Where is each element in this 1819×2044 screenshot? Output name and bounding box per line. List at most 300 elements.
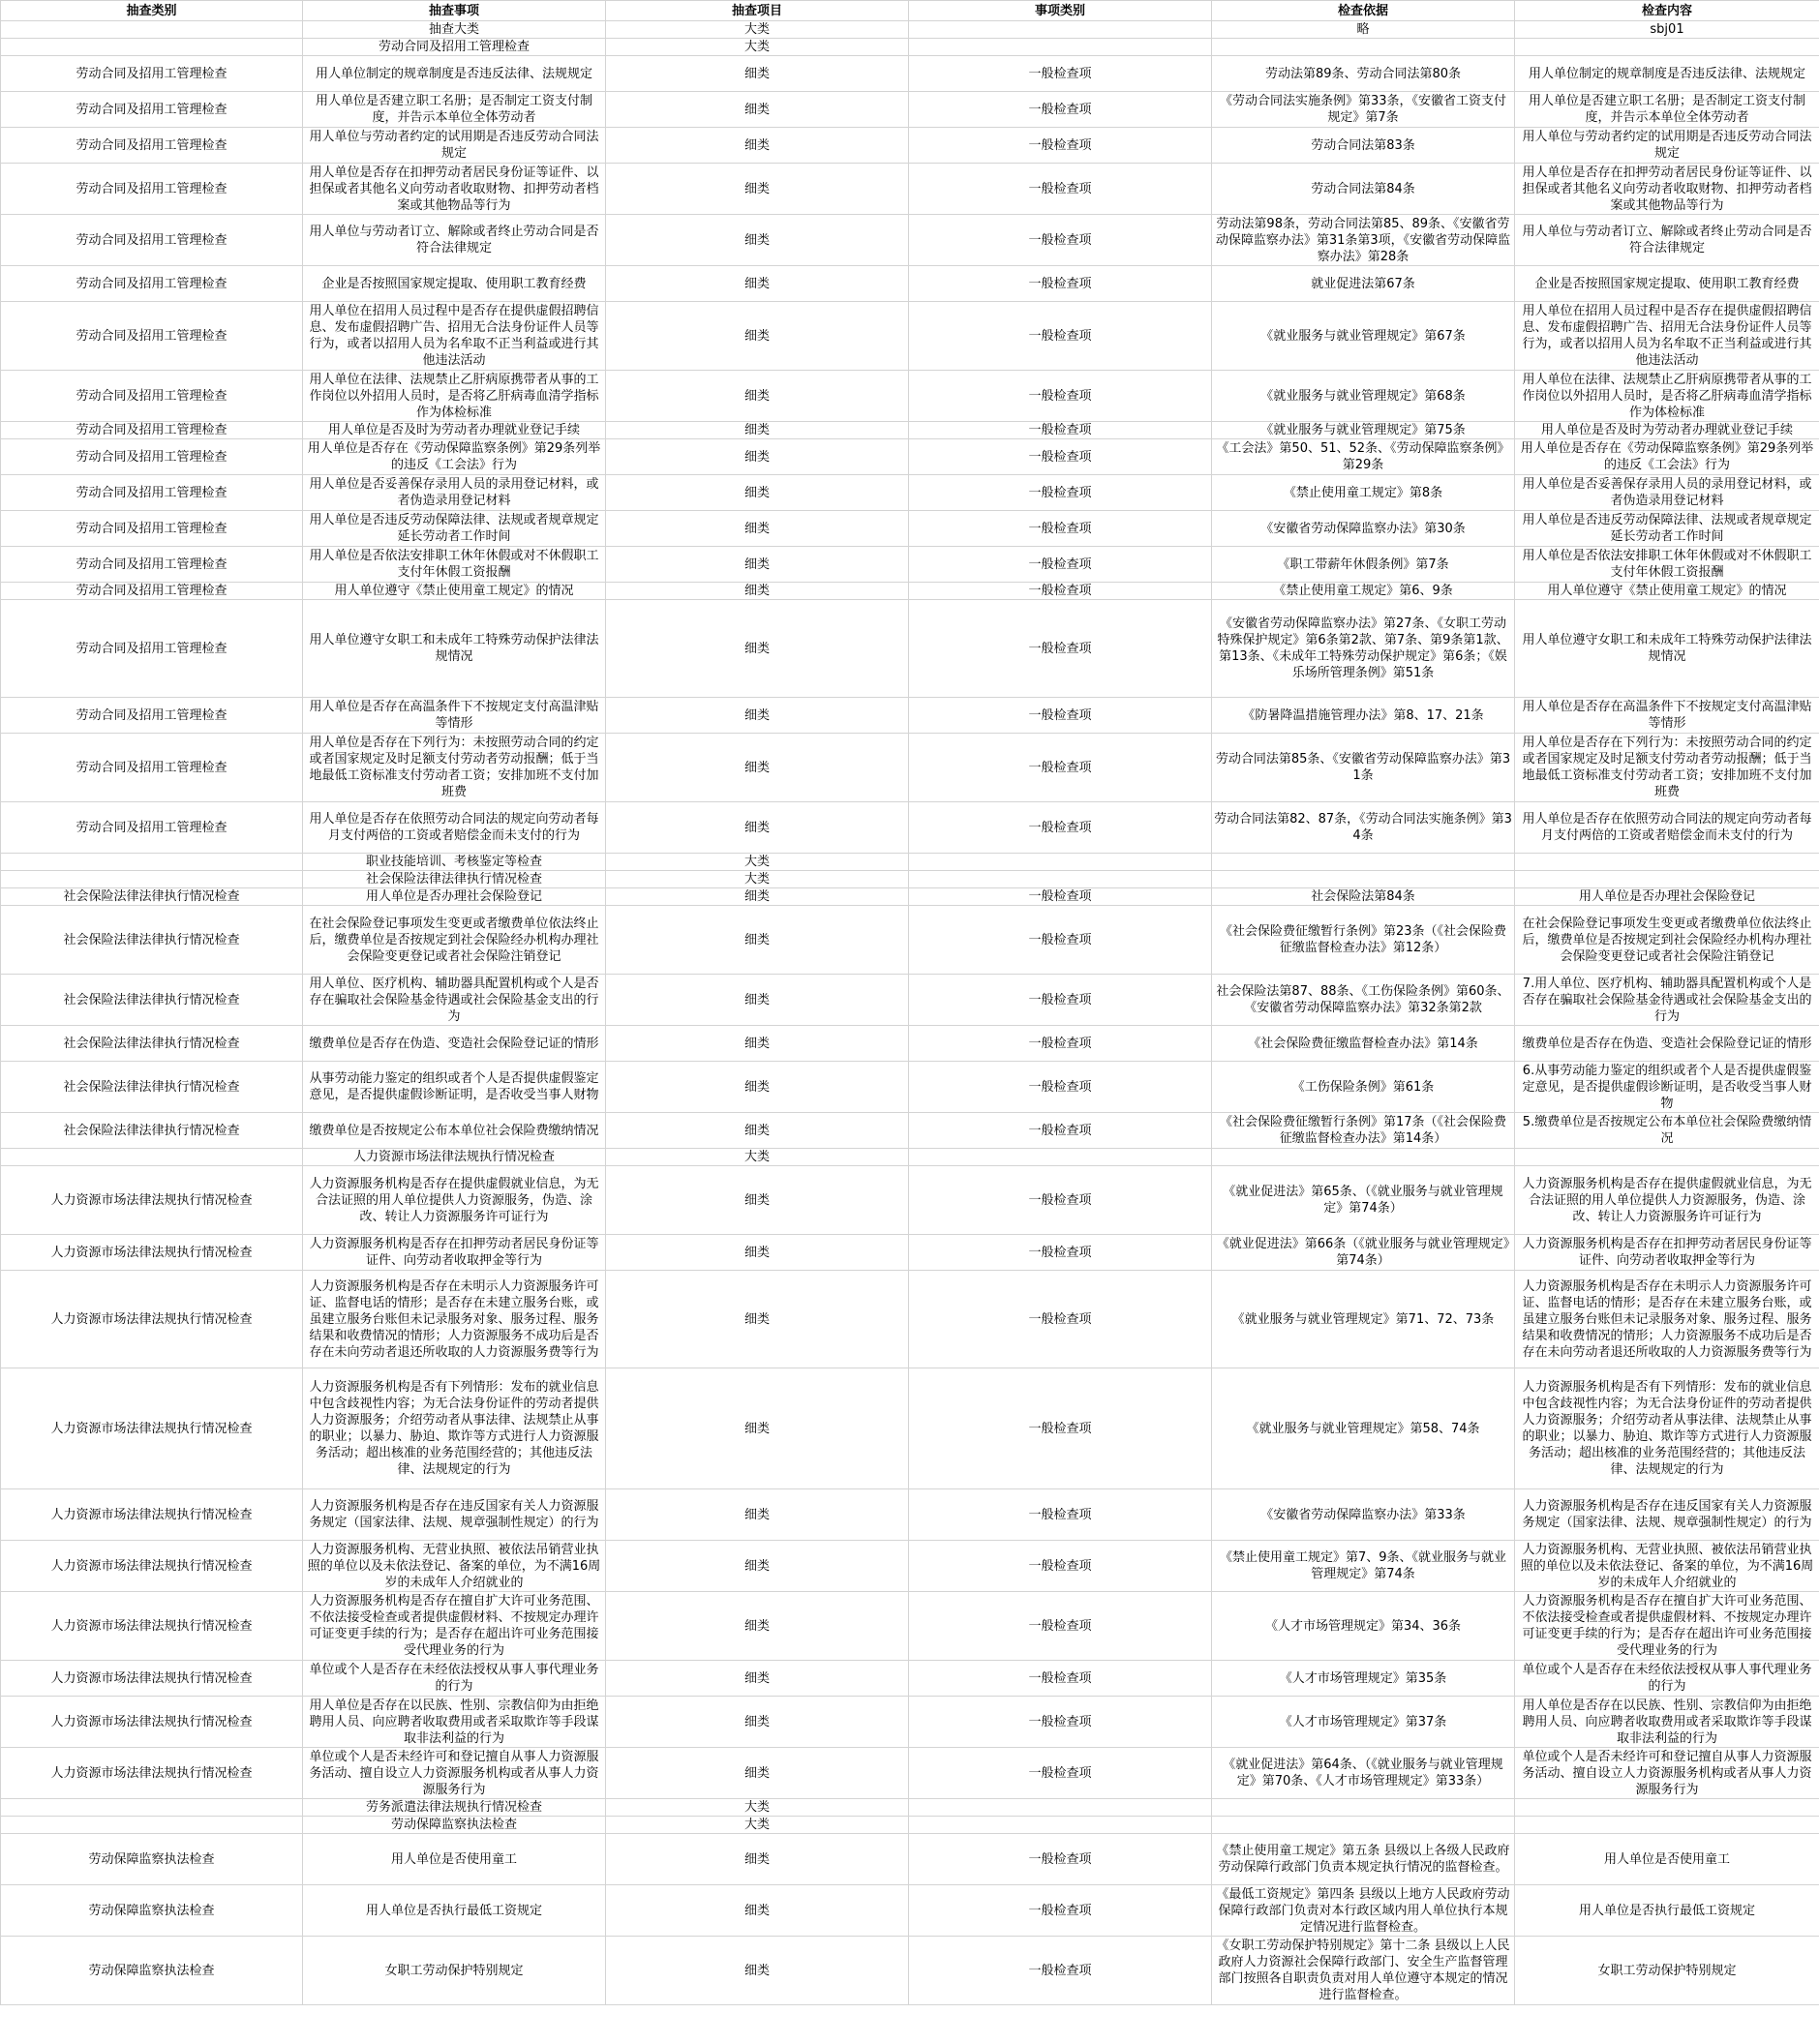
table-cell: 《工会法》第50、51、52条、《劳动保障监察条例》第29条 [1212,439,1515,475]
table-cell [1212,39,1515,56]
table-cell: 劳动合同及招用工管理检查 [1,511,303,547]
table-cell: 劳动保障监察执法检查 [1,1834,303,1885]
table-cell: 用人单位与劳动者约定的试用期是否违反劳动合同法规定 [1515,128,1819,164]
table-cell: 缴费单位是否按规定公布本单位社会保险费缴纳情况 [303,1113,606,1149]
table-cell: 社会保险法第87、88条、《工伤保险条例》第60条、《安徽省劳动保障监察办法》第32条第2款 [1212,975,1515,1026]
table-cell: 细类 [606,1661,909,1697]
table-row [1,698,1819,734]
table-cell: 劳动合同及招用工管理检查 [1,128,303,164]
table-cell: 《就业促进法》第65条、（《就业服务与就业管理规定》第74条） [1212,1166,1515,1235]
table-cell: 一般检查项 [909,1834,1212,1885]
table-cell: 一般检查项 [909,1937,1212,2005]
table-cell: 用人单位是否办理社会保险登记 [303,888,606,906]
table-cell: 一般检查项 [909,266,1212,302]
table-cell: 用人单位是否违反劳动保障法律、法规或者规章规定延长劳动者工作时间 [303,511,606,547]
table-cell: 细类 [606,1697,909,1748]
table-cell: 用人单位是否存在以民族、性别、宗教信仰为由拒绝聘用人员、向应聘者收取费用或者采取欺诈等手段谋取非法利益的行为 [1515,1697,1819,1748]
header-cell: 事项类别 [909,1,1212,21]
table-cell: 一般检查项 [909,92,1212,128]
table-cell: 用人单位制定的规章制度是否违反法律、法规规定 [303,56,606,92]
table-cell: 一般检查项 [909,1748,1212,1799]
table-cell: 细类 [606,215,909,266]
table-row [1,1748,1819,1799]
table-row [1,92,1819,128]
table-cell: 一般检查项 [909,128,1212,164]
table-cell: 一般检查项 [909,475,1212,511]
header-cell: 抽查项目 [606,1,909,21]
table-cell: 用人单位是否违反劳动保障法律、法规或者规章规定延长劳动者工作时间 [1515,511,1819,547]
table-cell [1212,1149,1515,1166]
header-cell: 检查依据 [1212,1,1515,21]
table-row [1,475,1819,511]
table-cell: 一般检查项 [909,734,1212,802]
table-row [1,1592,1819,1661]
table-cell: 一般检查项 [909,422,1212,439]
table-cell: 细类 [606,1026,909,1062]
table-cell: 细类 [606,56,909,92]
table-cell: 细类 [606,1368,909,1489]
table-cell: 细类 [606,1166,909,1235]
table-cell: 劳动合同及招用工管理检查 [1,266,303,302]
table-cell: 用人单位是否妥善保存录用人员的录用登记材料，或者伪造录用登记材料 [1515,475,1819,511]
table-cell: 单位或个人是否存在未经依法授权从事人事代理业务的行为 [1515,1661,1819,1697]
table-cell: 一般检查项 [909,439,1212,475]
table-cell: 一般检查项 [909,511,1212,547]
table-cell: 用人单位是否使用童工 [1515,1834,1819,1885]
table-cell: 《职工带薪年休假条例》第7条 [1212,547,1515,583]
table-row [1,39,1819,56]
table-cell: 《禁止使用童工规定》第6、9条 [1212,583,1515,600]
table-cell: 细类 [606,128,909,164]
table-row [1,1885,1819,1937]
table-cell: 一般检查项 [909,906,1212,975]
table-cell: 一般检查项 [909,1166,1212,1235]
table-cell: 细类 [606,1489,909,1541]
table-cell: 人力资源服务机构是否有下列情形：发布的就业信息中包含歧视性内容；为无合法身份证件的劳动者提供人力资源服务；介绍劳动者从事法律、法规禁止从事的职业；以暴力、胁迫、欺诈等方式进行人力资源服务活动；超出核准的业务范围经营的；其他违反法律、法规规定的行为 [303,1368,606,1489]
table-cell: 人力资源市场法律法规执行情况检查 [1,1368,303,1489]
table-cell [1515,1799,1819,1817]
table-cell: 《禁止使用童工规定》第7、9条、《就业服务与就业管理规定》第74条 [1212,1541,1515,1592]
table-cell: 《安徽省劳动保障监察办法》第30条 [1212,511,1515,547]
table-cell: 人力资源市场法律法规执行情况检查 [1,1748,303,1799]
table-cell: sbj01 [1515,21,1819,39]
table-row [1,1368,1819,1489]
table-cell [1515,39,1819,56]
table-row [1,1834,1819,1885]
table-cell: 抽查大类 [303,21,606,39]
table-cell: 细类 [606,475,909,511]
table-row [1,302,1819,371]
table-cell: 大类 [606,871,909,888]
table-cell: 细类 [606,439,909,475]
table-cell: 用人单位是否办理社会保险登记 [1515,888,1819,906]
table-cell: 用人单位在法律、法规禁止乙肝病原携带者从事的工作岗位以外招用人员时，是否将乙肝病毒血清学指标作为体检标准 [1515,371,1819,422]
table-cell: 细类 [606,1235,909,1271]
table-cell [909,871,1212,888]
table-cell: 用人单位是否使用童工 [303,1834,606,1885]
table-cell: 用人单位是否存在依照劳动合同法的规定向劳动者每月支付两倍的工资或者赔偿金而未支付的行为 [1515,802,1819,854]
table-cell: 用人单位是否及时为劳动者办理就业登记手续 [1515,422,1819,439]
table-cell: 用人单位与劳动者订立、解除或者终止劳动合同是否符合法律规定 [1515,215,1819,266]
table-cell: 细类 [606,1541,909,1592]
table-cell: 社会保险法律法律执行情况检查 [1,975,303,1026]
table-cell: 社会保险法律法律执行情况检查 [1,1113,303,1149]
table-cell: 《社会保险费征缴监督检查办法》第14条 [1212,1026,1515,1062]
table-cell [909,39,1212,56]
header-cell: 检查内容 [1515,1,1819,21]
table-cell: 略 [1212,21,1515,39]
table-row [1,266,1819,302]
table-row [1,371,1819,422]
table-cell: 单位或个人是否未经许可和登记擅自从事人力资源服务活动、擅自设立人力资源服务机构或者从事人力资源服务行为 [1515,1748,1819,1799]
table-cell: 劳动合同及招用工管理检查 [1,92,303,128]
table-cell: 大类 [606,1817,909,1834]
table-cell: 用人单位是否存在《劳动保障监察条例》第29条列举的违反《工会法》行为 [1515,439,1819,475]
table-cell: 用人单位遵守《禁止使用童工规定》的情况 [303,583,606,600]
table-cell: 细类 [606,302,909,371]
table-cell: 人力资源服务机构是否存在提供虚假就业信息，为无合法证照的用人单位提供人力资源服务，伪造、涂改、转让人力资源服务许可证行为 [1515,1166,1819,1235]
table-cell: 细类 [606,888,909,906]
table-row [1,600,1819,698]
table-cell [1515,1817,1819,1834]
table-cell: 用人单位与劳动者约定的试用期是否违反劳动合同法规定 [303,128,606,164]
table-cell: 劳动合同及招用工管理检查 [1,302,303,371]
table-cell: 一般检查项 [909,1113,1212,1149]
table-cell: 一般检查项 [909,1026,1212,1062]
table-row [1,1541,1819,1592]
table-cell: 用人单位是否存在高温条件下不按规定支付高温津贴等情形 [1515,698,1819,734]
table-cell: 用人单位是否存在扣押劳动者居民身份证等证件、以担保或者其他名义向劳动者收取财物、扣押劳动者档案或其他物品等行为 [303,164,606,215]
table-cell: 劳动合同及招用工管理检查 [1,600,303,698]
table-cell: 用人单位、医疗机构、辅助器具配置机构或个人是否存在骗取社会保险基金待遇或社会保险基金支出的行为 [303,975,606,1026]
table-cell: 用人单位是否存在下列行为：未按照劳动合同的约定或者国家规定及时足额支付劳动者劳动报酬；低于当地最低工资标准支付劳动者工资；安排加班不支付加班费 [1515,734,1819,802]
table-cell: 5.缴费单位是否按规定公布本单位社会保险费缴纳情况 [1515,1113,1819,1149]
table-cell: 人力资源服务机构是否存在擅自扩大许可业务范围、不依法接受检查或者提供虚假材料、不按规定办理许可证变更手续的行为；是否存在超出许可业务范围接受代理业务的行为 [1515,1592,1819,1661]
table-cell: 就业促进法第67条 [1212,266,1515,302]
table-cell: 用人单位是否存在依照劳动合同法的规定向劳动者每月支付两倍的工资或者赔偿金而未支付的行为 [303,802,606,854]
table-cell: 劳动合同法第82、87条，《劳动合同法实施条例》第34条 [1212,802,1515,854]
table-cell [1515,1149,1819,1166]
table-cell: 人力资源市场法律法规执行情况检查 [1,1489,303,1541]
table-cell: 用人单位制定的规章制度是否违反法律、法规规定 [1515,56,1819,92]
table-row [1,1661,1819,1697]
table-cell [1,1799,303,1817]
table-row [1,1697,1819,1748]
table-cell: 一般检查项 [909,1697,1212,1748]
table-row [1,439,1819,475]
table-cell [909,1817,1212,1834]
table-cell: 企业是否按照国家规定提取、使用职工教育经费 [303,266,606,302]
table-cell: 一般检查项 [909,547,1212,583]
table-cell: 细类 [606,266,909,302]
table-cell [909,1799,1212,1817]
table-cell: 细类 [606,1937,909,2005]
table-cell: 人力资源服务机构是否存在扣押劳动者居民身份证等证件、向劳动者收取押金等行为 [1515,1235,1819,1271]
table-cell: 用人单位与劳动者订立、解除或者终止劳动合同是否符合法律规定 [303,215,606,266]
table-cell: 《就业服务与就业管理规定》第75条 [1212,422,1515,439]
table-cell: 用人单位在法律、法规禁止乙肝病原携带者从事的工作岗位以外招用人员时，是否将乙肝病毒血清学指标作为体检标准 [303,371,606,422]
table-cell: 一般检查项 [909,302,1212,371]
table-cell: 劳动合同及招用工管理检查 [1,698,303,734]
header-cell: 抽查事项 [303,1,606,21]
table-cell: 《最低工资规定》第四条 县级以上地方人民政府劳动保障行政部门负责对本行政区域内用人单位执行本规定情况进行监督检查。 [1212,1885,1515,1937]
table-cell: 劳动合同及招用工管理检查 [303,39,606,56]
table-cell [1,21,303,39]
table-cell: 一般检查项 [909,1489,1212,1541]
table-cell: 《人才市场管理规定》第34、36条 [1212,1592,1515,1661]
table-cell: 细类 [606,164,909,215]
table-cell: 劳动合同法第84条 [1212,164,1515,215]
table-row [1,1799,1819,1817]
table-row [1,888,1819,906]
table-cell: 人力资源市场法律法规执行情况检查 [1,1271,303,1368]
table-cell: 社会保险法律法律执行情况检查 [1,906,303,975]
table-row [1,1235,1819,1271]
table-cell: 一般检查项 [909,888,1212,906]
table-row [1,583,1819,600]
table-cell: 《社会保险费征缴暂行条例》第17条（《社会保险费征缴监督检查办法》第14条） [1212,1113,1515,1149]
table-cell: 企业是否按照国家规定提取、使用职工教育经费 [1515,266,1819,302]
table-cell: 社会保险法律法律执行情况检查 [1,888,303,906]
table-cell: 劳动合同及招用工管理检查 [1,422,303,439]
table-cell: 人力资源服务机构是否存在扣押劳动者居民身份证等证件、向劳动者收取押金等行为 [303,1235,606,1271]
table-cell: 人力资源市场法律法规执行情况检查 [1,1235,303,1271]
table-cell: 人力资源服务机构、无营业执照、被依法吊销营业执照的单位以及未依法登记、备案的单位，为不满16周岁的未成年人介绍就业的 [1515,1541,1819,1592]
table-row [1,1026,1819,1062]
table-cell: 细类 [606,371,909,422]
table-cell: 细类 [606,1834,909,1885]
table-cell: 大类 [606,1149,909,1166]
table-cell: 人力资源市场法律法规执行情况检查 [1,1592,303,1661]
table-row [1,854,1819,871]
table-cell: 缴费单位是否存在伪造、变造社会保险登记证的情形 [1515,1026,1819,1062]
table-cell: 人力资源服务机构是否存在违反国家有关人力资源服务规定（国家法律、法规、规章强制性规定）的行为 [303,1489,606,1541]
table-row [1,802,1819,854]
table-row [1,871,1819,888]
table-cell: 用人单位在招用人员过程中是否存在提供虚假招聘信息、发布虚假招聘广告、招用无合法身份证件人员等行为，或者以招用人员为名牟取不正当利益或进行其他违法活动 [303,302,606,371]
table-cell: 从事劳动能力鉴定的组织或者个人是否提供虚假鉴定意见，是否提供虚假诊断证明，是否收受当事人财物 [303,1062,606,1113]
table-cell: 《社会保险费征缴暂行条例》第23条（《社会保险费征缴监督检查办法》第12条） [1212,906,1515,975]
table-cell: 6.从事劳动能力鉴定的组织或者个人是否提供虚假鉴定意见，是否提供虚假诊断证明，是否收受当事人财物 [1515,1062,1819,1113]
table-cell: 细类 [606,1592,909,1661]
table-cell: 女职工劳动保护特别规定 [303,1937,606,2005]
table-cell: 细类 [606,906,909,975]
table-cell: 用人单位是否建立职工名册；是否制定工资支付制度，并告示本单位全体劳动者 [303,92,606,128]
table-cell: 细类 [606,1748,909,1799]
table-cell: 劳动保障监察执法检查 [1,1937,303,2005]
table-cell: 用人单位是否存在《劳动保障监察条例》第29条列举的违反《工会法》行为 [303,439,606,475]
table-cell: 一般检查项 [909,698,1212,734]
table-cell: 一般检查项 [909,56,1212,92]
table-cell: 劳动合同及招用工管理检查 [1,475,303,511]
table-cell: 细类 [606,1271,909,1368]
table-cell: 大类 [606,21,909,39]
table-row [1,21,1819,39]
table-cell: 细类 [606,975,909,1026]
table-cell: 女职工劳动保护特别规定 [1515,1937,1819,2005]
table-cell: 一般检查项 [909,1541,1212,1592]
table-cell: 《劳动合同法实施条例》第33条，《安徽省工资支付规定》第7条 [1212,92,1515,128]
table-cell: 用人单位是否存在扣押劳动者居民身份证等证件、以担保或者其他名义向劳动者收取财物、扣押劳动者档案或其他物品等行为 [1515,164,1819,215]
table-cell: 人力资源市场法律法规执行情况检查 [1,1166,303,1235]
table-cell: 劳动合同及招用工管理检查 [1,439,303,475]
table-row [1,1113,1819,1149]
table-cell: 一般检查项 [909,1661,1212,1697]
table-cell: 一般检查项 [909,583,1212,600]
table-body [1,21,1819,2005]
table-cell: 人力资源服务机构是否有下列情形：发布的就业信息中包含歧视性内容；为无合法身份证件的劳动者提供人力资源服务；介绍劳动者从事法律、法规禁止从事的职业；以暴力、胁迫、欺诈等方式进行人力资源服务活动；超出核准的业务范围经营的；其他违反法律、法规规定的行为 [1515,1368,1819,1489]
table-row [1,1271,1819,1368]
table-cell: 大类 [606,854,909,871]
table-cell: 《工伤保险条例》第61条 [1212,1062,1515,1113]
table-cell: 一般检查项 [909,600,1212,698]
table-cell: 《人才市场管理规定》第35条 [1212,1661,1515,1697]
table-cell: 劳动合同及招用工管理检查 [1,734,303,802]
table-cell: 细类 [606,1113,909,1149]
table-cell: 人力资源市场法律法规执行情况检查 [1,1697,303,1748]
table-row [1,128,1819,164]
table-cell: 用人单位在招用人员过程中是否存在提供虚假招聘信息、发布虚假招聘广告、招用无合法身份证件人员等行为，或者以招用人员为名牟取不正当利益或进行其他违法活动 [1515,302,1819,371]
table-cell: 用人单位是否存在下列行为：未按照劳动合同的约定或者国家规定及时足额支付劳动者劳动报酬；低于当地最低工资标准支付劳动者工资；安排加班不支付加班费 [303,734,606,802]
table-cell: 人力资源服务机构是否存在未明示人力资源服务许可证、监督电话的情形；是否存在未建立服务台账，或虽建立服务台账但未记录服务对象、服务过程、服务结果和收费情况的情形；人力资源服务不成功后是否存在未向劳动者退还所收取的人力资源服务费等行为 [1515,1271,1819,1368]
table-cell: 一般检查项 [909,975,1212,1026]
table-cell: 《就业促进法》第64条、（《就业服务与就业管理规定》第70条、《人才市场管理规定》第33条） [1212,1748,1515,1799]
table-cell: 在社会保险登记事项发生变更或者缴费单位依法终止后，缴费单位是否按规定到社会保险经办机构办理社会保险变更登记或者社会保险注销登记 [1515,906,1819,975]
table-cell: 大类 [606,1799,909,1817]
table-row [1,422,1819,439]
table-cell: 《禁止使用童工规定》第8条 [1212,475,1515,511]
table-cell: 一般检查项 [909,1235,1212,1271]
table-cell: 用人单位遵守女职工和未成年工特殊劳动保护法律法规情况 [1515,600,1819,698]
table-cell [1515,871,1819,888]
table-cell: 细类 [606,422,909,439]
table-row [1,1166,1819,1235]
table-cell: 《就业服务与就业管理规定》第68条 [1212,371,1515,422]
table-cell: 7.用人单位、医疗机构、辅助器具配置机构或个人是否存在骗取社会保险基金待遇或社会保险基金支出的行为 [1515,975,1819,1026]
table-row [1,1489,1819,1541]
table-cell: 细类 [606,511,909,547]
table-cell: 劳动合同法第83条 [1212,128,1515,164]
header-cell: 抽查类别 [1,1,303,21]
table-cell: 单位或个人是否未经许可和登记擅自从事人力资源服务活动、擅自设立人力资源服务机构或者从事人力资源服务行为 [303,1748,606,1799]
table-cell: 一般检查项 [909,164,1212,215]
table-cell: 用人单位是否依法安排职工休年休假或对不休假职工支付年休假工资报酬 [1515,547,1819,583]
table-cell: 缴费单位是否存在伪造、变造社会保险登记证的情形 [303,1026,606,1062]
table-cell: 社会保险法律法律执行情况检查 [303,871,606,888]
table-cell: 一般检查项 [909,1062,1212,1113]
table-cell: 一般检查项 [909,1885,1212,1937]
table-cell: 一般检查项 [909,371,1212,422]
table-cell: 劳动合同及招用工管理检查 [1,802,303,854]
table-cell: 《防暑降温措施管理办法》第8、17、21条 [1212,698,1515,734]
table-cell: 用人单位是否执行最低工资规定 [303,1885,606,1937]
table-cell: 用人单位遵守《禁止使用童工规定》的情况 [1515,583,1819,600]
table-cell: 用人单位是否存在以民族、性别、宗教信仰为由拒绝聘用人员、向应聘者收取费用或者采取欺诈等手段谋取非法利益的行为 [303,1697,606,1748]
table-cell: 劳动合同及招用工管理检查 [1,164,303,215]
table-row [1,56,1819,92]
table-cell: 细类 [606,734,909,802]
table-cell: 单位或个人是否存在未经依法授权从事人事代理业务的行为 [303,1661,606,1697]
table-cell: 用人单位是否妥善保存录用人员的录用登记材料，或者伪造录用登记材料 [303,475,606,511]
table-cell: 一般检查项 [909,1592,1212,1661]
table-cell: 人力资源服务机构是否存在擅自扩大许可业务范围、不依法接受检查或者提供虚假材料、不按规定办理许可证变更手续的行为；是否存在超出许可业务范围接受代理业务的行为 [303,1592,606,1661]
table-cell: 劳动合同及招用工管理检查 [1,371,303,422]
table-cell: 社会保险法律法律执行情况检查 [1,1062,303,1113]
table-cell: 《就业服务与就业管理规定》第71、72、73条 [1212,1271,1515,1368]
table-row [1,547,1819,583]
table-cell [909,21,1212,39]
table-cell [1515,854,1819,871]
table-cell: 大类 [606,39,909,56]
table-cell: 劳动保障监察执法检查 [1,1885,303,1937]
table-row [1,975,1819,1026]
table-cell: 一般检查项 [909,215,1212,266]
table-cell: 《就业服务与就业管理规定》第67条 [1212,302,1515,371]
table-cell: 《安徽省劳动保障监察办法》第33条 [1212,1489,1515,1541]
table-cell [1212,854,1515,871]
table-cell: 《就业服务与就业管理规定》第58、74条 [1212,1368,1515,1489]
table-row [1,1937,1819,2005]
table-cell: 用人单位遵守女职工和未成年工特殊劳动保护法律法规情况 [303,600,606,698]
table-cell [1,1817,303,1834]
table-cell [909,854,1212,871]
table-cell [909,1149,1212,1166]
table-cell: 细类 [606,600,909,698]
table-cell: 在社会保险登记事项发生变更或者缴费单位依法终止后，缴费单位是否按规定到社会保险经办机构办理社会保险变更登记或者社会保险注销登记 [303,906,606,975]
table-cell: 《女职工劳动保护特别规定》第十二条 县级以上人民政府人力资源社会保障行政部门、安全生产监督管理部门按照各自职责负责对用人单位遵守本规定的情况进行监督检查。 [1212,1937,1515,2005]
table-cell: 细类 [606,1885,909,1937]
table-cell: 社会保险法律法律执行情况检查 [1,1026,303,1062]
table-cell: 人力资源服务机构是否存在提供虚假就业信息，为无合法证照的用人单位提供人力资源服务，伪造、涂改、转让人力资源服务许可证行为 [303,1166,606,1235]
table-cell [1212,1817,1515,1834]
table-cell: 一般检查项 [909,802,1212,854]
table-cell: 职业技能培训、考核鉴定等检查 [303,854,606,871]
table-cell: 细类 [606,583,909,600]
table-cell: 细类 [606,92,909,128]
table-cell [1212,1799,1515,1817]
table-cell: 劳动合同及招用工管理检查 [1,215,303,266]
table-cell: 人力资源市场法律法规执行情况检查 [1,1541,303,1592]
table-cell: 劳动合同法第85条、《安徽省劳动保障监察办法》第31条 [1212,734,1515,802]
table-cell: 劳动合同及招用工管理检查 [1,547,303,583]
table-row [1,1149,1819,1166]
table-cell: 人力资源市场法律法规执行情况检查 [303,1149,606,1166]
table-cell: 用人单位是否执行最低工资规定 [1515,1885,1819,1937]
table-cell [1,39,303,56]
table-row [1,1062,1819,1113]
table-row [1,215,1819,266]
table-cell: 《禁止使用童工规定》第五条 县级以上各级人民政府劳动保障行政部门负责本规定执行情况的监督检查。 [1212,1834,1515,1885]
table-row [1,906,1819,975]
table-cell [1,1149,303,1166]
table-row [1,1817,1819,1834]
table-cell: 劳动保障监察执法检查 [303,1817,606,1834]
table-cell [1,854,303,871]
table-row [1,511,1819,547]
table-cell: 用人单位是否存在高温条件下不按规定支付高温津贴等情形 [303,698,606,734]
table-cell: 人力资源服务机构是否存在未明示人力资源服务许可证、监督电话的情形；是否存在未建立服务台账，或虽建立服务台账但未记录服务对象、服务过程、服务结果和收费情况的情形；人力资源服务不成功后是否存在未向劳动者退还所收取的人力资源服务费等行为 [303,1271,606,1368]
header-row [1,1,1819,21]
table-cell: 人力资源服务机构是否存在违反国家有关人力资源服务规定（国家法律、法规、规章强制性规定）的行为 [1515,1489,1819,1541]
table-cell [1212,871,1515,888]
table-cell: 用人单位是否建立职工名册；是否制定工资支付制度，并告示本单位全体劳动者 [1515,92,1819,128]
table-cell: 社会保险法第84条 [1212,888,1515,906]
table-cell: 一般检查项 [909,1271,1212,1368]
table-cell: 一般检查项 [909,1368,1212,1489]
table-cell: 劳动法第98条，劳动合同法第85、89条、《安徽省劳动保障监察办法》第31条第3项，《安徽省劳动保障监察办法》第28条 [1212,215,1515,266]
table-cell: 《人才市场管理规定》第37条 [1212,1697,1515,1748]
table-cell: 劳务派遣法律法规执行情况检查 [303,1799,606,1817]
